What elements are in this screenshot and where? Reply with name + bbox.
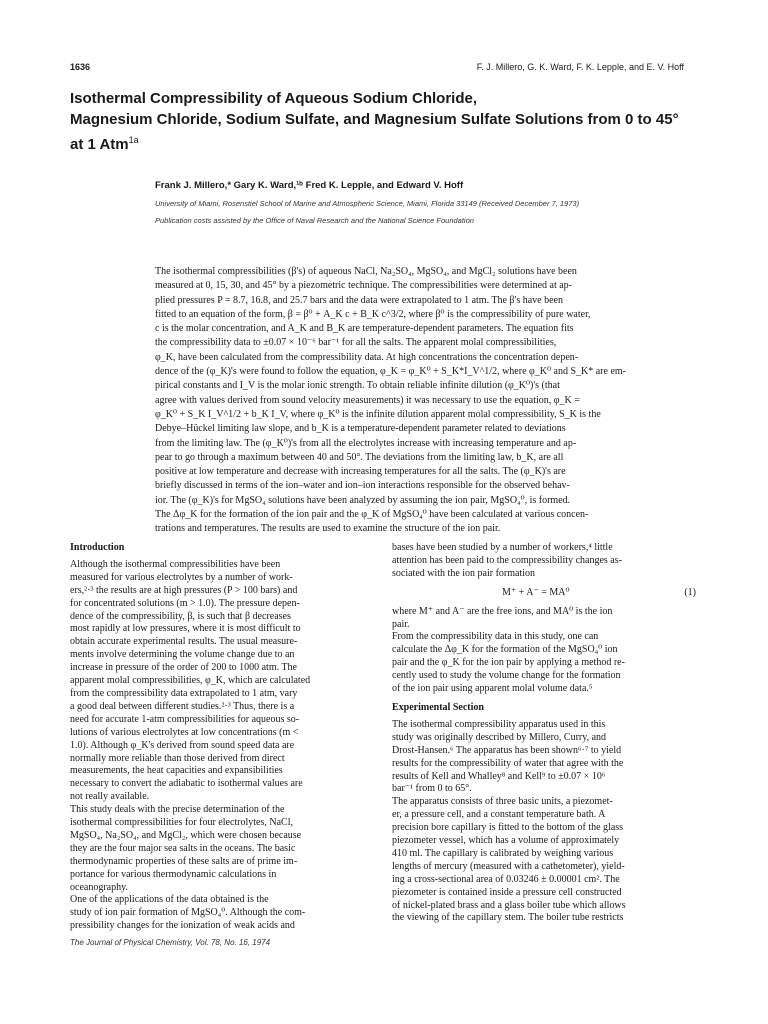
text-line: dence of the (φ_K)'s were found to follow the equation, φ_K = φ_K⁰ + S_K*I_V^1/2, where φ_K⁰ and S_K* are em-: [155, 366, 626, 378]
text-line: This study deals with the precise determination of the: [70, 804, 285, 816]
text-line: φ_K⁰ + S_K I_V^1/2 + b_K I_V, where φ_K⁰ is the infinite dilution apparent molal compressibility, S_K is the: [155, 408, 601, 420]
text-line: from the compressibility data extrapolated to 1 atm, vary: [70, 687, 298, 699]
left-column-text: [70, 559, 374, 933]
text-line: From the compressibility data in this study, one can: [392, 631, 599, 643]
text-line: thermodynamic properties of these salts are of prime im-: [70, 855, 298, 867]
text-line: One of the applications of the data obtained is the: [70, 894, 269, 906]
text-line: dence of the compressibility, β, is such that β decreases: [70, 610, 291, 622]
section-heading-introduction: Introduction: [70, 542, 125, 553]
text-line: necessary to convert the adiabatic to isothermal values are: [70, 778, 303, 790]
text-line: of the ion pair using apparent molal volume data.⁵: [392, 683, 593, 695]
article-title: [70, 88, 710, 155]
text-line: portance for various thermodynamic calculations in: [70, 868, 277, 880]
journal-footer: The Journal of Physical Chemistry, Vol. 78, No. 16, 1974: [70, 938, 271, 947]
text-line: pair and the φ_K for the ion pair by applying a method re-: [392, 657, 625, 669]
page-number: 1636: [70, 62, 91, 72]
affiliation: University of Miami, Rosenstiel School of Marine and Atmospheric Science, Miami, Florida 33149 (Received December 7, 1973): [155, 199, 580, 208]
text-line: pear to go through a maximum between 40 and 50°. The deviations from the limiting law, b_K, are all: [155, 451, 564, 463]
equation-1: [392, 587, 696, 600]
text-line: results for the compressibility of water that agree with the: [392, 757, 624, 769]
text-line: The isothermal compressibility apparatus used in this: [392, 718, 606, 730]
text-line: ers,²·³ the results are at high pressures (P > 100 bars) and: [70, 584, 298, 596]
text-line: MgSO₄, Na₂SO₄, and MgCl₂, which were chosen because: [70, 829, 302, 841]
text-line: c is the molar concentration, and A_K and B_K are temperature-dependent parameters. The equation fits: [155, 323, 574, 335]
right-column: [392, 542, 696, 925]
equation-number: (1): [684, 586, 696, 598]
text-line: oceanography.: [70, 881, 128, 893]
right-column-intro: [392, 542, 696, 581]
text-line: where M⁺ and A⁻ are the free ions, and MA⁰ is the ion: [392, 605, 613, 617]
text-line: precision bore capillary is fitted to the bottom of the glass: [392, 822, 624, 834]
experimental-section-text: [392, 719, 696, 926]
text-line: briefly discussed in terms of the ion–water and ion–ion interactions responsible for the observed behav-: [155, 480, 570, 492]
text-line: results of Kell and Whalley⁸ and Kell⁹ to ±0.07 × 10⁶: [392, 770, 606, 782]
text-line: positive at low temperature and decrease with increasing temperatures for all the salts. The (φ_K)'s are: [155, 466, 566, 478]
text-line: pressibility changes for the ionization of weak acids and: [70, 920, 295, 932]
section-heading-experimental: Experimental Section: [392, 701, 484, 713]
text-line: normally more reliable than those derived from direct: [70, 752, 285, 764]
title-line: Magnesium Chloride, Sodium Sulfate, and Magnesium Sulfate Solutions from 0 to 45°: [70, 111, 679, 128]
text-line: piezometer is contained inside a pressure cell constructed: [392, 886, 622, 898]
text-line: piezometer vessel, which has a volume of approximately: [392, 835, 620, 847]
text-line: study was originally described by Millero, Curry, and: [392, 731, 607, 743]
text-line: a good deal between different studies.²·³ Thus, there is a: [70, 700, 295, 712]
text-line: isothermal compressibilities for four electrolytes, NaCl,: [70, 817, 293, 829]
right-column-text: [392, 606, 696, 696]
text-line: The Δφ_K for the formation of the ion pair and the φ_K of MgSO₄⁰ have been calculated at various concen-: [155, 509, 589, 521]
text-line: ing a cross-sectional area of 0.03246 ± 0.00001 cm². The: [392, 873, 620, 885]
text-line: agree with values derived from sound velocity measurements) it was necessary to use the equation, φ_K =: [155, 394, 580, 406]
text-line: cently used to study the volume change for the formation: [392, 670, 621, 682]
text-line: The apparatus consists of three basic units, a piezomet-: [392, 796, 613, 808]
text-line: er, a pressure cell, and a constant temperature bath. A: [392, 809, 606, 821]
text-line: they are the four major sea salts in the oceans. The basic: [70, 842, 296, 854]
text-line: lutions of various electrolytes at low concentrations (m <: [70, 726, 299, 738]
text-line: apparent molal compressibilities, φ_K, which are calculated: [70, 675, 311, 687]
author-list: Frank J. Millero,* Gary K. Ward,¹ᵇ Fred K. Lepple, and Edward V. Hoff: [155, 180, 464, 191]
title-line: at 1 Atm$^{1a}$: [70, 135, 139, 153]
running-header-authors: F. J. Millero, G. K. Ward, F. K. Lepple, and E. V. Hoff: [476, 62, 684, 72]
text-line: for concentrated solutions (m > 1.0). The pressure depen-: [70, 597, 300, 609]
equation-expression: M⁺ + A⁻ = MA⁰: [502, 586, 570, 598]
text-line: ior. The (φ_K)'s for MgSO₄ solutions have been analyzed by assuming the ion pair, MgSO₄⁰, is formed.: [155, 494, 571, 506]
text-line: φ_K, have been calculated from the compressibility data. At high concentrations the concentration depen-: [155, 351, 579, 363]
text-line: Drost-Hansen.⁶ The apparatus has been shown⁶·⁷ to yield: [392, 744, 622, 756]
text-line: calculate the Δφ_K for the formation of the MgSO₄⁰ ion: [392, 644, 618, 656]
text-line: fitted to an equation of the form, β = β⁰ + A_K c + B_K c^3/2, where β⁰ is the compressibility of pure water,: [155, 308, 591, 320]
text-line: 410 ml. The capillary is calibrated by weighing various: [392, 847, 614, 859]
text-line: pair.: [392, 618, 410, 630]
text-line: from the limiting law. The (φ_K⁰)'s from all the electrolytes increase with increasing temperature and ap-: [155, 437, 577, 449]
text-line: the compressibility data to ±0.07 × 10⁻⁶ bar⁻¹ for all the salts. The apparent molal compressibilities,: [155, 337, 557, 349]
funding-note: Publication costs assisted by the Office of Naval Research and the National Science Foundation: [155, 216, 474, 225]
text-line: bar⁻¹ from 0 to 65°.: [392, 783, 472, 795]
abstract: [155, 265, 695, 537]
text-line: bases have been studied by a number of workers,⁴ little: [392, 542, 613, 553]
text-line: 1.0). Although φ_K's derived from sound speed data are: [70, 739, 295, 751]
text-line: attention has been paid to the compressibility changes as-: [392, 554, 622, 566]
text-line: study of ion pair formation of MgSO₄⁰. Although the com-: [70, 907, 306, 919]
text-line: The isothermal compressibilities (β's) of aqueous NaCl, Na₂SO₄, MgSO₄, and MgCl₂ solutions have been: [155, 266, 577, 277]
text-line: measurements, the heat capacities and expansibilities: [70, 765, 283, 777]
text-line: need for accurate 1-atm compressibilities for aqueous so-: [70, 713, 300, 725]
text-line: the viewing of the capillary stem. The boiler tube restricts: [392, 912, 624, 924]
text-line: trations and temperatures. The results are used to examine the structure of the ion pair.: [155, 523, 501, 535]
title-footnote-mark: 1a: [128, 135, 139, 145]
text-line: measured at 0, 15, 30, and 45° by a piezometric technique. The compressibilities were determined at ap-: [155, 280, 573, 292]
text-line: Debye–Hückel limiting law slope, and b_K is a temperature-dependent parameter related to deviations: [155, 423, 566, 435]
text-line: measured for various electrolytes by a number of work-: [70, 571, 293, 583]
left-column: [70, 542, 374, 933]
text-line: pirical constants and I_V is the molar ionic strength. To obtain reliable infinite dilution (φ_K⁰)'s (that: [155, 380, 560, 392]
text-line: lengths of mercury (measured with a cathetometer), yield-: [392, 860, 625, 872]
text-line: plied pressures P = 8.7, 16.8, and 25.7 bars and the data were extrapolated to 1 atm. The β's have been: [155, 294, 563, 306]
text-line: increase in pressure of the order of 200 to 1000 atm. The: [70, 662, 297, 674]
text-line: ments involve determining the volume change due to an: [70, 649, 295, 661]
text-line: obtain accurate experimental results. The usual measure-: [70, 636, 298, 648]
title-line: Isothermal Compressibility of Aqueous Sodium Chloride,: [70, 90, 477, 107]
text-line: of nickel-plated brass and a glass boiler tube which allows: [392, 899, 626, 911]
text-line: sociated with the ion pair formation: [392, 567, 536, 579]
text-line: most rapidly at low pressures, where it is most difficult to: [70, 623, 301, 635]
text-line: Although the isothermal compressibilities have been: [70, 558, 281, 570]
text-line: not really available.: [70, 791, 150, 803]
